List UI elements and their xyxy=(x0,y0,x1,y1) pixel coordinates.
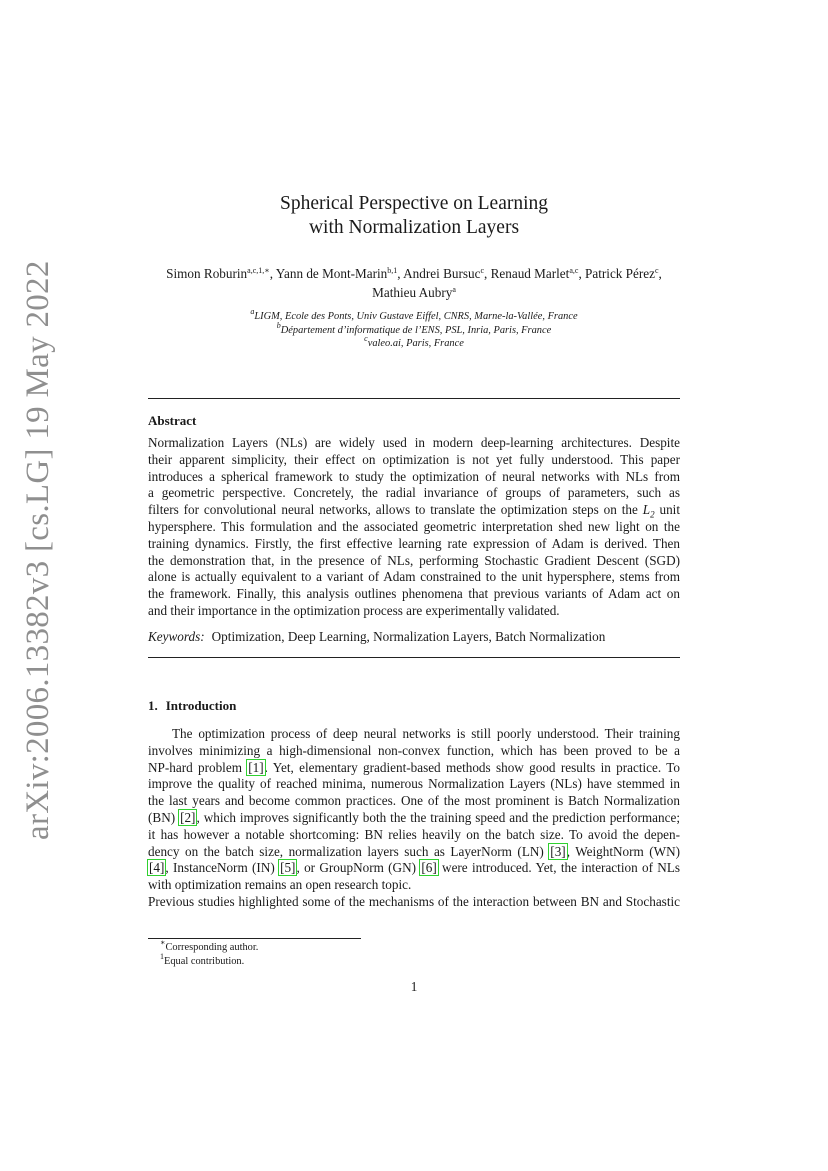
author-affil-marker: b,1 xyxy=(387,266,398,275)
affiliation-text: Département d’informatique de l’ENS, PSL, Inria, Paris, France xyxy=(280,324,552,336)
footnote-text: Corresponding author. xyxy=(165,942,259,953)
affiliation xyxy=(148,307,680,324)
abstract-line: Normalization Layers (NLs) are widely used in modern deep-learning architectures. Despite xyxy=(148,435,680,450)
page-number: 1 xyxy=(410,979,418,994)
citation-link[interactable]: [2] xyxy=(180,809,196,825)
introduction-body xyxy=(148,726,680,911)
arxiv-identifier: arXiv:2006.13382v3 [cs.LG] 19 May 2022 xyxy=(20,260,56,840)
intro-line: (BN) [2], which improves significantly both the the training speed and the prediction performance; xyxy=(148,809,680,825)
abstract-line: filters for convolutional neural networks, allows to translate the optimization steps on the $L_2$ unit xyxy=(148,502,680,520)
footnote xyxy=(160,952,258,969)
abstract-line: the demonstration that, in the presence of NLs, performing Stochastic Gradient Descent (SGD) xyxy=(148,552,680,568)
affiliation-marker: a xyxy=(250,307,255,316)
keywords-label: Keywords: xyxy=(148,629,205,644)
footnote-marker: ∗ xyxy=(160,938,166,947)
footnote-marker: 1 xyxy=(160,952,164,961)
abstract-line: and their importance in the optimization process are experimentally validated. xyxy=(148,602,560,618)
citation-link[interactable]: [1] xyxy=(248,759,264,775)
author-name: Patrick Pérez xyxy=(585,266,655,281)
abstract-line: alone is actually equivalent to a variant of Adam constrained to the unit hypersphere, stems from xyxy=(148,569,680,585)
intro-line: [4], InstanceNorm (IN) [5], or GroupNorm (GN) [6] were introduced. Yet, the interaction of NLs xyxy=(149,860,681,876)
abstract-bottom-rule xyxy=(148,657,680,658)
footnote-rule xyxy=(148,938,361,939)
author-list xyxy=(140,264,688,302)
footnote xyxy=(160,938,259,955)
citation-link[interactable]: [5] xyxy=(280,860,296,876)
affiliation xyxy=(148,334,680,351)
keywords xyxy=(148,629,605,645)
affiliation-marker: c xyxy=(364,334,368,344)
title-line-1: Spherical Perspective on Learning xyxy=(279,193,549,214)
footnote-text: Equal contribution. xyxy=(164,956,245,967)
abstract-line: hypersphere. This formulation and the associated geometric interpretation shed new light on the xyxy=(148,518,680,534)
affiliation-text: LIGM, Ecole des Ponts, Univ Gustave Eiffel, CNRS, Marne-la-Vallée, France xyxy=(254,311,578,322)
math-subscript: 2 xyxy=(650,509,655,520)
citation-link[interactable]: [6] xyxy=(421,860,437,876)
author-name: Simon Roburin xyxy=(166,266,248,281)
arxiv-sidebar xyxy=(10,260,56,840)
abstract-heading: Abstract xyxy=(148,413,197,428)
authors-line-2 xyxy=(140,283,688,302)
author-name: Renaud Marlet xyxy=(490,266,570,281)
author-affil-marker: c xyxy=(654,266,659,275)
intro-line: dency on the batch size, normalization layers such as LayerNorm (LN) [3], WeightNorm (WN) xyxy=(148,843,681,859)
math-symbol: $L_2$ xyxy=(642,502,655,520)
intro-line: it has however a notable shortcoming: BN relies heavily on the batch size. To avoid the depen- xyxy=(148,826,680,842)
affiliations xyxy=(148,307,680,351)
affiliation-text: valeo.ai, Paris, France xyxy=(367,338,464,350)
title-line-2: with Normalization Layers xyxy=(308,217,520,238)
abstract-line: training dynamics. Firstly, the first effective learning rate expression of Adam is derived. Then xyxy=(148,535,680,551)
keywords-text: Optimization, Deep Learning, Normalization Layers, Batch Normalization xyxy=(211,629,606,644)
abstract-line: a geometric perspective. Concretely, the radial invariance of groups of parameters, such as xyxy=(148,485,680,501)
intro-line: the last years and become common practices. One of the most prominent is Batch Normalization xyxy=(148,793,680,809)
citation-link[interactable]: [3] xyxy=(550,843,566,859)
author-name: Mathieu Aubry xyxy=(372,285,453,300)
author-name: Andrei Bursuc xyxy=(403,266,481,281)
affiliation-marker: b xyxy=(276,320,281,330)
section-title: Introduction xyxy=(165,698,237,713)
abstract-top-rule xyxy=(148,398,680,399)
intro-line: improve the quality of reached minima, numerous Normalization Layers (NLs) have stemmed in xyxy=(148,776,680,792)
abstract-line: introduces a spherical framework to study the optimization of neural networks with NLs from xyxy=(148,468,680,484)
abstract-body xyxy=(148,435,680,620)
abstract-line: the framework. Finally, this analysis outlines phenomena that previous variants of Adam act on xyxy=(148,586,680,602)
intro-line: NP-hard problem [1]. Yet, elementary gradient-based methods show good results in practice. To xyxy=(148,759,680,775)
intro-line: The optimization process of deep neural networks is still poorly understood. Their training xyxy=(172,726,680,741)
author-affil-marker: a,c,1,∗ xyxy=(247,266,270,275)
affiliation xyxy=(148,320,680,338)
intro-line: with optimization remains an open research topic. xyxy=(148,877,412,893)
intro-line: Previous studies highlighted some of the mechanisms of the interaction between BN and Stochastic xyxy=(148,893,680,909)
footnotes xyxy=(160,938,259,969)
paper-title xyxy=(148,192,680,240)
author-affil-marker: a xyxy=(452,285,456,294)
author-name: Yann de Mont-Marin xyxy=(275,266,388,281)
abstract-line: their apparent simplicity, their effect on optimization is not yet fully understood. This paper xyxy=(148,451,680,467)
intro-line: involves minimizing a high-dimensional non-convex function, which has been proved to be a xyxy=(148,742,680,758)
authors-line-1: Simon Roburin$^{a,c,1,∗}$, Yann de Mont-Marin$^{b,1}$, Andrei Bursuc$^c$, Renaud Marlet$^{a,c}$, Patrick Pérez$^c$, xyxy=(166,266,662,281)
author-affil-marker: a,c xyxy=(569,266,579,275)
author-affil-marker: c xyxy=(480,266,484,275)
citation-link[interactable]: [4] xyxy=(149,860,165,876)
section-heading-introduction xyxy=(148,698,236,714)
section-number: 1. xyxy=(148,698,158,713)
